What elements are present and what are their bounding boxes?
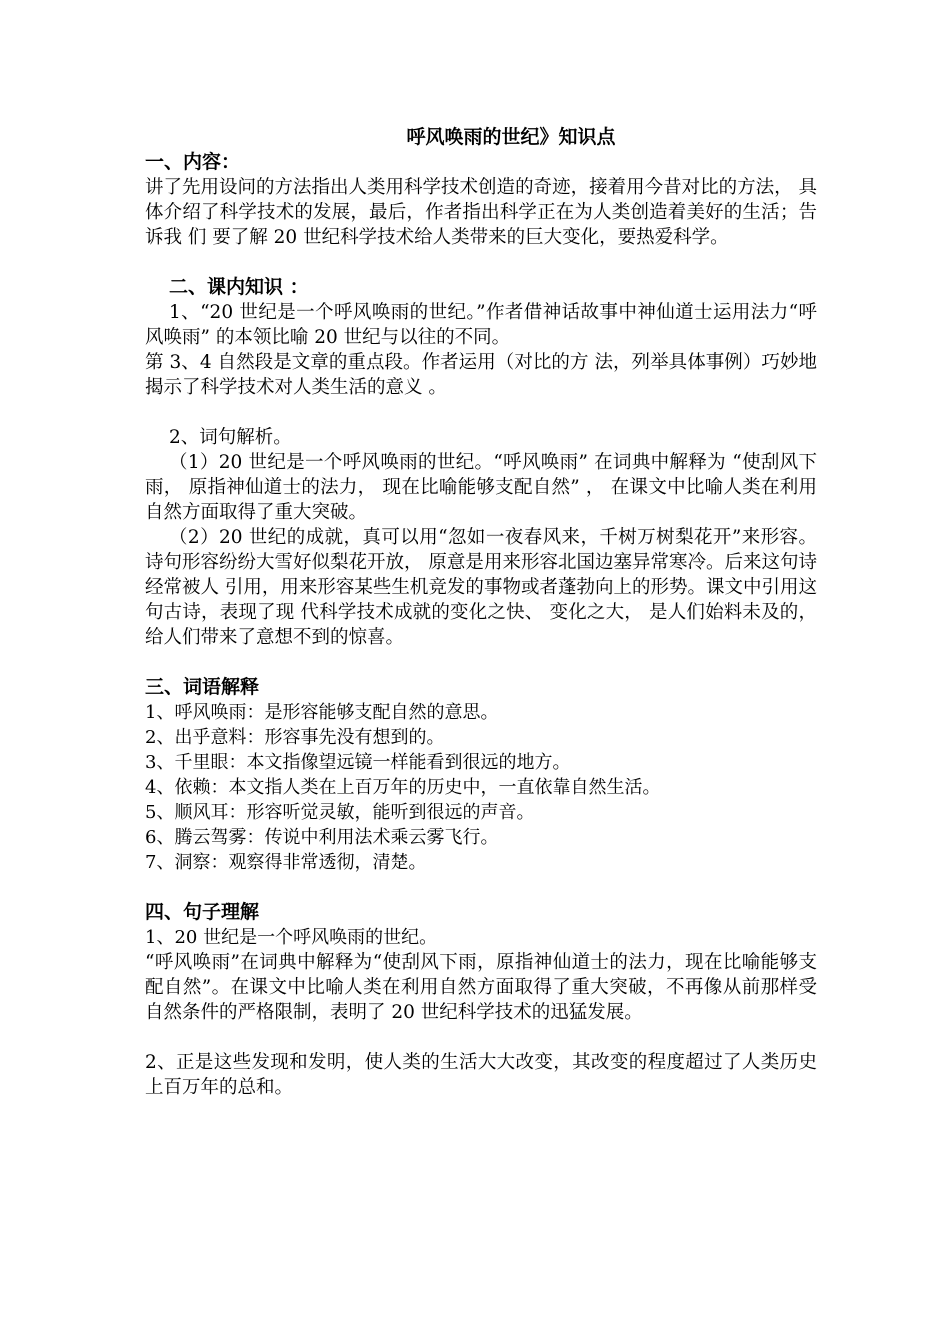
spacer: [145, 1025, 817, 1050]
sentence-item-1: 1、20 世纪是一个呼风唤雨的世纪。: [145, 927, 438, 948]
spacer: [145, 650, 817, 675]
vocab-item: 5、顺风耳：形容听觉灵敏，能听到很远的声音。: [145, 802, 535, 823]
knowledge-item-1b: 第 3、4 自然段是文章的重点段。作者运用（对比的方 法，列举具体事例）巧妙地揭示了科学技术对人类生活的意义 。: [145, 352, 817, 398]
vocab-item: 2、出乎意料：形容事先没有想到的。: [145, 727, 445, 748]
section-heading-knowledge: 二、课内知识 ：: [169, 276, 309, 298]
section-heading-vocabulary: 三、词语解释: [145, 676, 260, 698]
spacer: [145, 875, 817, 900]
vocab-item: 7、洞察：观察得非常透彻，清楚。: [145, 852, 427, 873]
vocab-item: 6、腾云驾雾：传说中利用法术乘云雾飞行。: [145, 827, 499, 848]
vocab-item: 3、千里眼：本文指像望远镜一样能看到很远的地方。: [145, 752, 571, 773]
document-page: [145, 124, 817, 1100]
spacer: [145, 400, 817, 425]
knowledge-item-2: 2、词句解析。: [169, 427, 292, 448]
sentence-item-2: 2、正是这些发现和发明，使人类的生活大大改变，其改变的程度超过了人类历史上百万年的总和。: [145, 1052, 817, 1098]
sentence-item-1-explanation: “呼风唤雨”在词典中解释为“使刮风下雨，原指神仙道士的法力，现在比喻能够支配自然”。在课文中比喻人类在利用自然方面取得了重大突破，不再像从前那样受自然条件的严格限制，表明了 20 世纪科学技术的迅猛发展。: [145, 952, 817, 1023]
vocab-item: 1、呼风唤雨：是形容能够支配自然的意思。: [145, 702, 499, 723]
knowledge-item-2a: （1）20 世纪是一个呼风唤雨的世纪。“呼风唤雨” 在词典中解释为 “使刮风下雨， 原指神仙道士的法力， 现在比喻能够支配自然” ， 在课文中比喻人类在利用自然方面取得了重大突破。: [145, 452, 817, 523]
spacer: [145, 250, 817, 275]
section-heading-sentences: 四、句子理解: [145, 901, 260, 923]
knowledge-item-1: 1、“20 世纪是一个呼风唤雨的世纪。”作者借神话故事中神仙道士运用法力“呼风唤雨” 的本领比喻 20 世纪与以往的不同。: [145, 302, 817, 348]
section-heading-content: 一、内容：: [145, 151, 241, 173]
content-paragraph: 讲了先用设问的方法指出人类用科学技术创造的奇迹，接着用今昔对比的方法， 具体介绍了科学技术的发展，最后，作者指出科学正在为人类创造着美好的生活；告诉我 们 要了解 20 世纪科学技术给人类带来的巨大变化，要热爱科学。: [145, 177, 817, 248]
vocab-item: 4、依赖：本文指人类在上百万年的历史中，一直依靠自然生活。: [145, 777, 661, 798]
page-title: 呼风唤雨的世纪》知识点: [406, 126, 616, 148]
knowledge-item-2b: （2）20 世纪的成就，真可以用“忽如一夜春风来，千树万树梨花开”来形容。诗句形容纷纷大雪好似梨花开放， 原意是用来形容北国边塞异常寒冷。后来这句诗经常被人 引用，用来形容某些生机竞发的事物或者蓬勃向上的形势。课文中引用这句古诗，表现了现 代科学技术成就的变化之快、 变化之大， 是人们始料未及的， 给人们带来了意想不到的惊喜。: [145, 527, 817, 648]
